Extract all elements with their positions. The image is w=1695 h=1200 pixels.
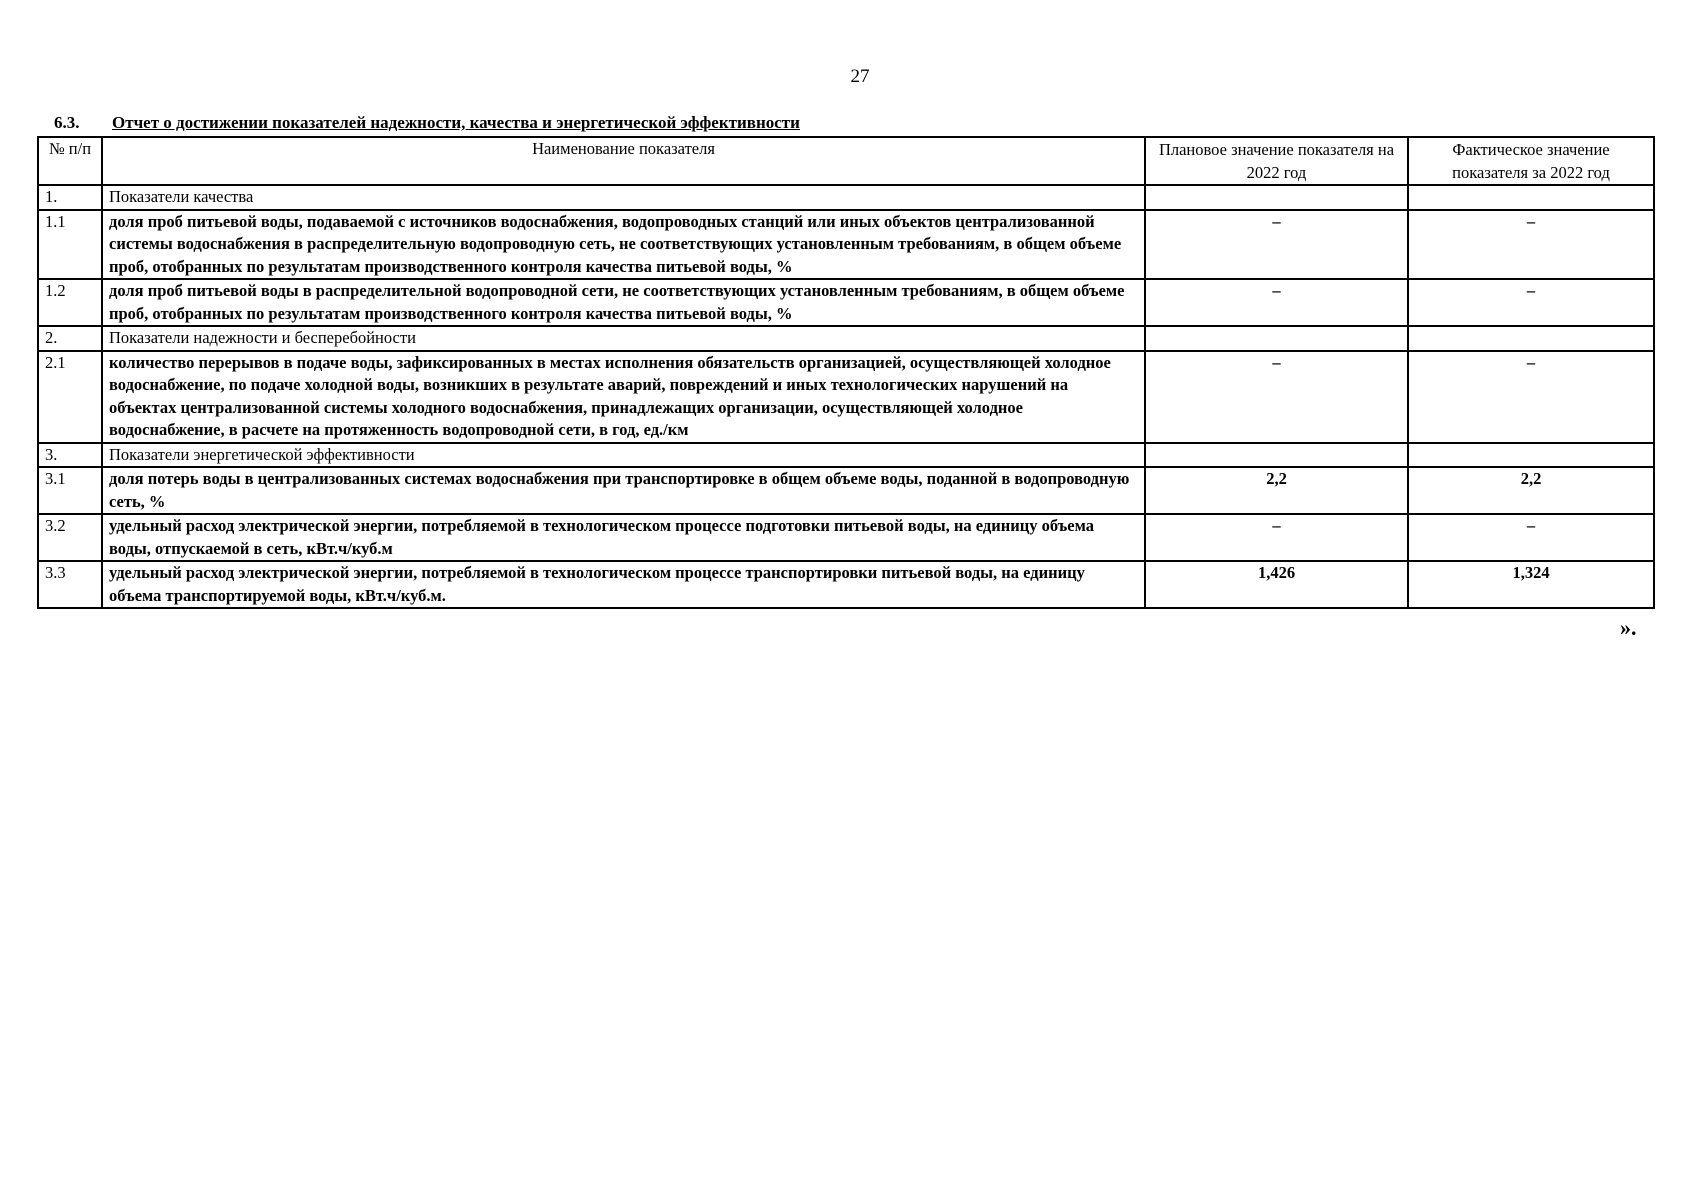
row-fact-value <box>1408 326 1654 351</box>
row-number: 3. <box>38 443 102 468</box>
row-fact-value: – <box>1408 514 1654 561</box>
row-indicator-name: Показатели надежности и бесперебойности <box>102 326 1145 351</box>
row-plan-value: – <box>1145 351 1408 443</box>
table-row <box>38 514 1654 561</box>
table-row <box>38 210 1654 280</box>
table-group-row <box>38 185 1654 210</box>
header-num: № п/п <box>38 137 102 185</box>
row-plan-value: 2,2 <box>1145 467 1408 514</box>
row-plan-value <box>1145 443 1408 468</box>
row-indicator-name: Показатели энергетической эффективности <box>102 443 1145 468</box>
row-number: 1.1 <box>38 210 102 280</box>
section-heading <box>54 113 800 133</box>
indicators-table <box>37 136 1655 609</box>
header-fact: Фактическое значение показателя за 2022 год <box>1408 137 1654 185</box>
row-fact-value: 2,2 <box>1408 467 1654 514</box>
row-indicator-name: удельный расход электрической энергии, потребляемой в технологическом процессе транспортировки питьевой воды, на единицу объема транспортируемой воды, кВт.ч/куб.м. <box>102 561 1145 608</box>
section-number: 6.3. <box>54 113 80 132</box>
row-plan-value: – <box>1145 279 1408 326</box>
table-row <box>38 561 1654 608</box>
closing-quote: ». <box>1620 615 1637 640</box>
table-row <box>38 467 1654 514</box>
row-number: 2. <box>38 326 102 351</box>
row-indicator-name: доля проб питьевой воды в распределительной водопроводной сети, не соответствующих установленным требованиям, в общем объеме проб, отобранных по результатам производственного контроля качества питьевой воды, % <box>102 279 1145 326</box>
table-body <box>38 185 1654 608</box>
row-indicator-name: доля проб питьевой воды, подаваемой с источников водоснабжения, водопроводных станций или иных объектов централизованной системы водоснабжения в распределительную водопроводную сеть, не соответствующих установленным требованиям, в общем объеме проб, отобранных по результатам производственного контроля качества питьевой воды, % <box>102 210 1145 280</box>
page-number: 27 <box>850 66 870 87</box>
header-name: Наименование показателя <box>102 137 1145 185</box>
table-group-row <box>38 326 1654 351</box>
row-fact-value <box>1408 185 1654 210</box>
row-number: 1.2 <box>38 279 102 326</box>
row-plan-value <box>1145 185 1408 210</box>
row-indicator-name: количество перерывов в подаче воды, зафиксированных в местах исполнения обязательств организацией, осуществляющей холодное водоснабжение, по подаче холодной воды, возникших в результате аварий, повреждений и иных технологических нарушений на объектах централизованной системы холодного водоснабжения, принадлежащих организации, осуществляющей холодное водоснабжение, в расчете на протяженность водопроводной сети, в год, ед./км <box>102 351 1145 443</box>
section-title: Отчет о достижении показателей надежности, качества и энергетической эффективности <box>112 113 800 132</box>
table-row <box>38 279 1654 326</box>
row-plan-value: – <box>1145 514 1408 561</box>
row-fact-value <box>1408 443 1654 468</box>
row-plan-value: – <box>1145 210 1408 280</box>
row-number: 1. <box>38 185 102 210</box>
table-group-row <box>38 443 1654 468</box>
row-number: 3.3 <box>38 561 102 608</box>
row-fact-value: – <box>1408 351 1654 443</box>
row-indicator-name: удельный расход электрической энергии, потребляемой в технологическом процессе подготовки питьевой воды, на единицу объема воды, отпускаемой в сеть, кВт.ч/куб.м <box>102 514 1145 561</box>
row-number: 3.2 <box>38 514 102 561</box>
header-plan: Плановое значение показателя на 2022 год <box>1145 137 1408 185</box>
table-row <box>38 351 1654 443</box>
row-plan-value: 1,426 <box>1145 561 1408 608</box>
row-fact-value: – <box>1408 210 1654 280</box>
row-number: 3.1 <box>38 467 102 514</box>
row-fact-value: 1,324 <box>1408 561 1654 608</box>
row-plan-value <box>1145 326 1408 351</box>
row-indicator-name: Показатели качества <box>102 185 1145 210</box>
row-number: 2.1 <box>38 351 102 443</box>
row-fact-value: – <box>1408 279 1654 326</box>
row-indicator-name: доля потерь воды в централизованных системах водоснабжения при транспортировке в общем объеме воды, поданной в водопроводную сеть, % <box>102 467 1145 514</box>
table-header-row <box>38 137 1654 185</box>
